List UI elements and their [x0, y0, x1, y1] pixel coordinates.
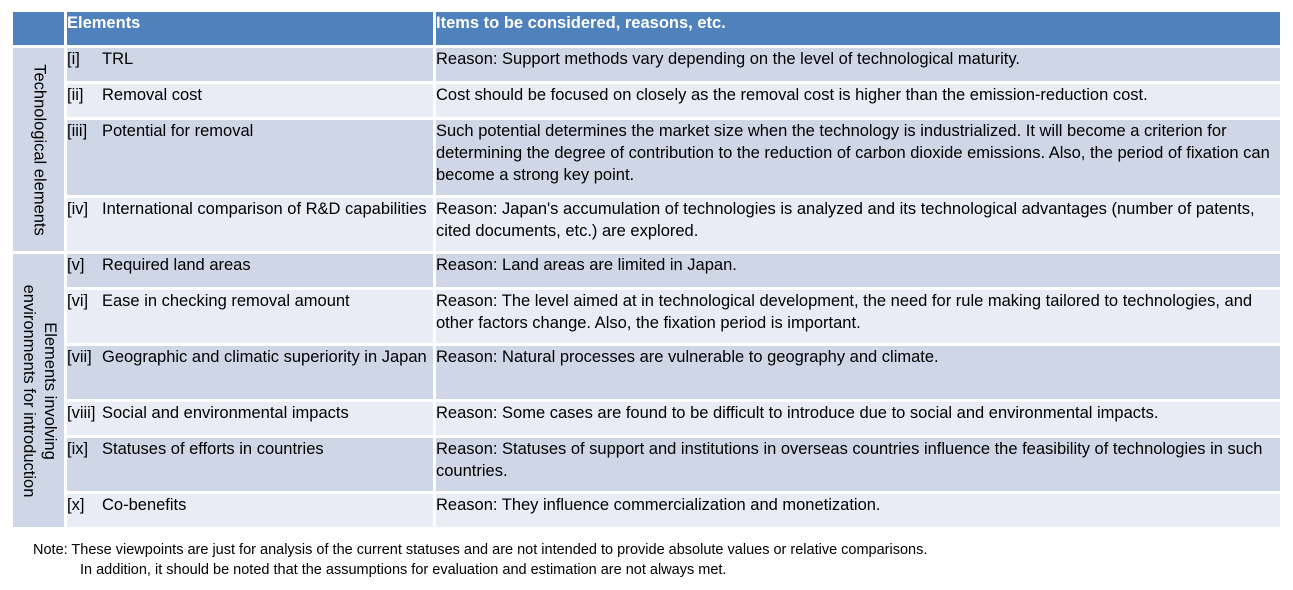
element-cell — [67, 346, 436, 402]
reason-cell: Reason: The level aimed at in technological development, the need for rule making tailored to technologies, and other factors change. Also, the fixation period is important. — [436, 290, 1280, 346]
group-technological — [13, 48, 67, 254]
row-number: [vi] — [67, 292, 89, 310]
row-number: [i] — [67, 50, 80, 68]
reason-cell: Reason: Statuses of support and institutions in overseas countries influence the feasibility of technologies in such countries. — [436, 438, 1280, 494]
element-label: Social and environmental impacts — [102, 404, 349, 422]
group-label-technological: Technological elements — [30, 63, 48, 236]
table-row — [13, 120, 1280, 198]
footnote-line2: In addition, it should be noted that the assumptions for evaluation and estimation are not always met. — [80, 562, 727, 578]
footnote-line1: Note: These viewpoints are just for analysis of the current statuses and are not intended to provide absolute values or relative comparisons. — [33, 542, 928, 558]
header-row — [13, 12, 1280, 48]
row-number: [viii] — [67, 404, 96, 422]
element-label: Co-benefits — [102, 496, 187, 514]
element-cell — [67, 120, 436, 198]
element-label: Statuses of efforts in countries — [102, 440, 324, 458]
reason-cell: Reason: They influence commercialization and monetization. — [436, 494, 1280, 530]
element-cell — [67, 494, 436, 530]
element-cell — [67, 254, 436, 290]
element-cell — [67, 438, 436, 494]
evaluation-table — [13, 12, 1280, 530]
table-row — [13, 254, 1280, 290]
table-row — [13, 438, 1280, 494]
group-label-line1: Elements involving — [40, 321, 59, 460]
footnote — [33, 540, 927, 580]
group-environments — [13, 254, 67, 530]
row-number: [x] — [67, 496, 85, 514]
element-label: International comparison of R&D capabilities — [102, 200, 427, 218]
row-number: [ii] — [67, 86, 84, 104]
reason-cell: Reason: Some cases are found to be difficult to introduce due to social and environmental impacts. — [436, 402, 1280, 438]
element-label: Geographic and climatic superiority in Japan — [102, 348, 427, 366]
reason-cell: Cost should be focused on closely as the removal cost is higher than the emission-reduction cost. — [436, 84, 1280, 120]
row-number: [v] — [67, 256, 85, 274]
reason-cell: Reason: Land areas are limited in Japan. — [436, 254, 1280, 290]
element-cell — [67, 402, 436, 438]
table-row — [13, 198, 1280, 254]
row-number: [ix] — [67, 440, 89, 458]
element-cell — [67, 84, 436, 120]
header-corner — [13, 12, 67, 48]
element-label: Required land areas — [102, 256, 251, 274]
reason-cell: Reason: Natural processes are vulnerable to geography and climate. — [436, 346, 1280, 402]
table-row — [13, 494, 1280, 530]
element-label: Ease in checking removal amount — [102, 292, 350, 310]
table-row — [13, 402, 1280, 438]
row-number: [iii] — [67, 122, 88, 140]
element-cell — [67, 48, 436, 84]
element-cell — [67, 198, 436, 254]
element-label: TRL — [102, 50, 134, 68]
header-items: Items to be considered, reasons, etc. — [436, 12, 1280, 48]
table-row — [13, 290, 1280, 346]
group-label-line2: environments for introduction — [19, 284, 38, 497]
table-row — [13, 48, 1280, 84]
element-label: Removal cost — [102, 86, 202, 104]
table-row — [13, 346, 1280, 402]
group-label-environments — [18, 284, 60, 497]
reason-cell: Reason: Support methods vary depending on the level of technological maturity. — [436, 48, 1280, 84]
row-number: [iv] — [67, 200, 89, 218]
table-row — [13, 84, 1280, 120]
reason-cell: Such potential determines the market size when the technology is industrialized. It will become a criterion for determining the degree of contribution to the reduction of carbon dioxide emissions. Also, the period of fixation can become a strong key point. — [436, 120, 1280, 198]
element-label: Potential for removal — [102, 122, 254, 140]
element-cell — [67, 290, 436, 346]
row-number: [vii] — [67, 348, 92, 366]
reason-cell: Reason: Japan's accumulation of technologies is analyzed and its technological advantages (number of patents, cited documents, etc.) are explored. — [436, 198, 1280, 254]
header-elements: Elements — [67, 12, 436, 48]
